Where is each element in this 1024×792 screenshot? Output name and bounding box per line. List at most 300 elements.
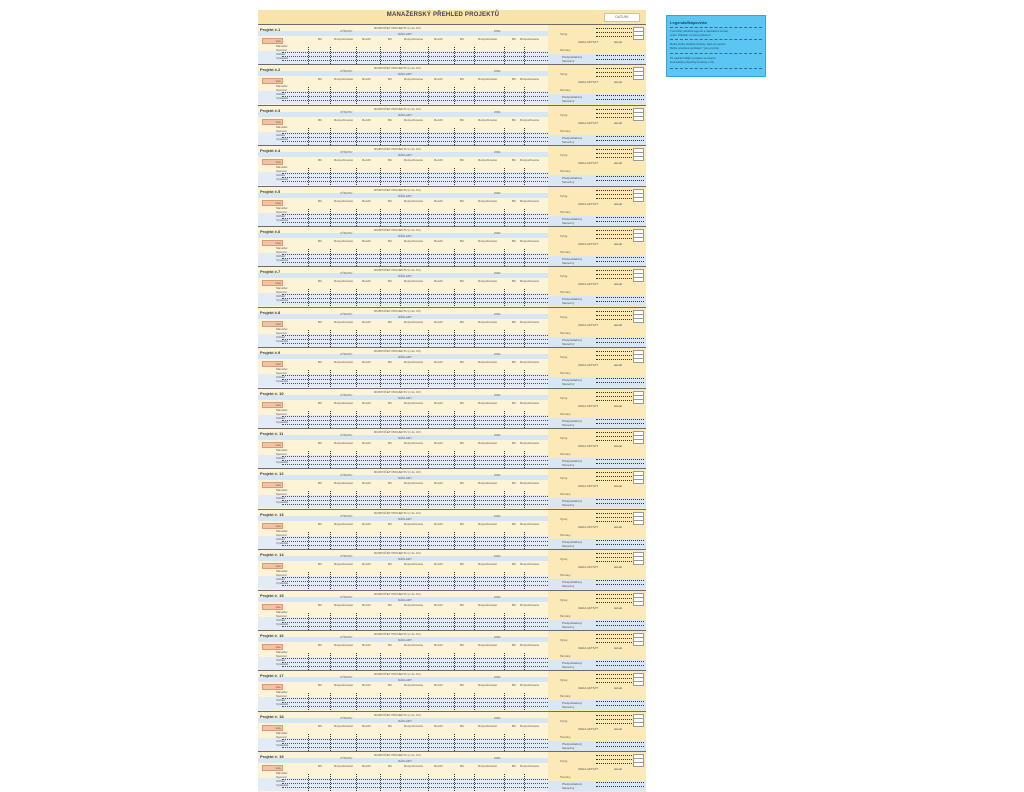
project-name: Projekt č.1 (260, 27, 281, 32)
profit-label: ZISK (494, 594, 501, 599)
status-chip[interactable]: stav (262, 442, 283, 448)
status-line (596, 746, 644, 747)
status-chip[interactable]: stav (262, 604, 283, 610)
col-budgeted: Rozpočtováno (520, 279, 540, 284)
column-separator (524, 613, 525, 630)
status-input[interactable] (633, 601, 644, 606)
project-block (258, 307, 646, 348)
status-line (596, 136, 644, 137)
status-input[interactable] (633, 318, 644, 323)
col-bc: BC (388, 643, 393, 647)
budget-label: ROZPOČET PROJEKTU (v tis. Kč) (374, 510, 421, 515)
column-separator (380, 653, 381, 670)
column-separator (308, 168, 309, 185)
status-input[interactable] (633, 116, 644, 121)
status-chip[interactable]: stav (262, 765, 283, 771)
column-separator (524, 572, 525, 589)
project-block (258, 428, 646, 469)
budget-label: ROZPOČET PROJEKTU (v tis. Kč) (374, 66, 421, 71)
column-separator (308, 491, 309, 508)
status-line (596, 661, 644, 662)
column-separator (428, 491, 429, 508)
col-budgeted: Rozpočtováno (404, 562, 424, 567)
column-separator (308, 693, 309, 710)
column-separator (524, 249, 525, 266)
status-line (596, 95, 644, 96)
col-budgeted: Rozpočtováno (520, 643, 540, 647)
planned-label: Předpokládaný (562, 257, 583, 261)
col-budgeted: Rozpočtováno (520, 319, 540, 324)
column-separator (474, 411, 475, 428)
status-line (596, 261, 644, 262)
column-separator (308, 209, 309, 226)
row-result: Výsledek (276, 177, 289, 182)
col-bc: BC (388, 117, 393, 122)
col-bc: BC (318, 239, 323, 243)
row-estimate: Odhad (276, 52, 286, 56)
revenue-label: VÝNOSY (340, 311, 353, 316)
status-input[interactable] (633, 681, 644, 686)
status-input[interactable] (633, 439, 644, 444)
status-input[interactable] (633, 479, 644, 484)
grid-line (282, 222, 548, 223)
status-line (596, 419, 644, 420)
budget-label: ROZPOČET PROJEKTU (v tis. Kč) (374, 26, 421, 30)
column-separator (400, 411, 401, 428)
col-diff: Rozdíl (434, 521, 443, 526)
status-line (596, 176, 644, 177)
col-bc: BC (388, 37, 393, 41)
costs-label: NÁKLADY (398, 436, 413, 440)
column-separator (474, 693, 475, 710)
column-separator (454, 411, 455, 428)
column-separator (428, 693, 429, 710)
row-manager: Manažer (276, 407, 288, 412)
grid-line (282, 294, 548, 295)
project-block (258, 226, 646, 267)
column-separator (524, 411, 525, 428)
column-separator (356, 572, 357, 589)
column-separator (330, 87, 331, 104)
legend-divider (670, 39, 762, 40)
dates-label: Termíny (560, 734, 571, 739)
current-label: aktuál (614, 363, 623, 368)
column-separator (330, 47, 331, 64)
row-estimate: Odhad (276, 375, 286, 380)
status-chip[interactable]: stav (262, 402, 283, 408)
column-separator (428, 47, 429, 64)
col-bc: BC (388, 319, 393, 324)
col-diff: Rozdíl (362, 158, 371, 163)
column-separator (380, 532, 381, 549)
activity-cost-label: CENA AKTIVIT (578, 686, 599, 691)
column-separator (524, 47, 525, 64)
profit-label: ZISK (494, 392, 501, 397)
dates-label: Termíny (560, 452, 571, 456)
col-bc: BC (512, 198, 517, 203)
row-result: Výsledek (276, 96, 289, 101)
dates-label: Termíny (560, 209, 571, 214)
planned-label: Předpokládaný (562, 580, 583, 585)
col-budgeted: Rozpočtováno (334, 117, 354, 122)
col-budgeted: Rozpočtováno (478, 441, 498, 445)
column-separator (454, 613, 455, 630)
column-separator (454, 653, 455, 670)
col-bc: BC (460, 198, 465, 203)
status-chip[interactable]: stav (262, 361, 283, 367)
column-separator (524, 370, 525, 387)
column-separator (504, 734, 505, 751)
column-separator (308, 532, 309, 549)
grid-line (282, 52, 548, 53)
column-separator (428, 613, 429, 630)
col-budgeted: Rozpočtováno (404, 481, 424, 486)
planned-label: Předpokládaný (562, 741, 583, 746)
status-input[interactable] (633, 197, 644, 202)
column-separator (428, 774, 429, 791)
project-block (258, 388, 646, 429)
profit-label: ZISK (494, 715, 501, 720)
status-input[interactable] (633, 277, 644, 282)
column-separator (308, 249, 309, 266)
project-name: Projekt č.5 (260, 188, 281, 194)
grid-line (282, 56, 548, 57)
status-chip[interactable]: stav (262, 200, 283, 206)
costs-label: NÁKLADY (398, 355, 413, 360)
col-budgeted: Rozpočtováno (334, 521, 354, 526)
column-separator (380, 168, 381, 185)
column-separator (400, 47, 401, 64)
status-chip[interactable]: stav (262, 280, 283, 286)
profit-label: ZISK (494, 675, 501, 680)
grid-line (282, 500, 548, 501)
project-name: Projekt č. 19 (260, 754, 284, 760)
column-separator (308, 572, 309, 589)
status-chip[interactable]: stav (262, 159, 283, 165)
budget-label: ROZPOČET PROJEKTU (v tis. Kč) (374, 187, 421, 192)
col-diff: Rozdíl (434, 602, 443, 607)
column-separator (380, 411, 381, 428)
col-bc: BC (512, 117, 517, 122)
row-result: Výsledek (276, 460, 289, 464)
trend-label: Vývoj (560, 759, 568, 764)
row-estimate: Odhad (276, 173, 286, 178)
column-separator (356, 451, 357, 468)
spreadsheet (258, 10, 646, 791)
column-separator (474, 209, 475, 226)
column-separator (428, 289, 429, 306)
status-input[interactable] (633, 641, 644, 646)
grid-line (282, 100, 548, 101)
col-budgeted: Rozpočtováno (334, 602, 354, 607)
col-budgeted: Rozpočtováno (334, 198, 354, 203)
column-separator (524, 491, 525, 508)
col-budgeted: Rozpočtováno (520, 400, 540, 405)
status-chip[interactable]: stav (262, 563, 283, 569)
col-bc: BC (512, 683, 517, 688)
row-sponsor: Sponzor (276, 371, 288, 376)
revenue-label: VÝNOSY (340, 715, 353, 720)
trend-label: Vývoj (560, 678, 568, 683)
column-separator (454, 572, 455, 589)
row-manager: Manažer (276, 165, 288, 170)
grid-line (282, 577, 548, 578)
status-chip[interactable]: stav (262, 644, 283, 650)
status-chip[interactable]: stav (262, 684, 283, 690)
status-input[interactable] (633, 722, 644, 727)
col-diff: Rozdíl (434, 117, 443, 122)
column-separator (504, 411, 505, 428)
column-separator (454, 774, 455, 791)
profit-label: ZISK (494, 109, 501, 114)
revenue-label: VÝNOSY (340, 433, 353, 437)
trend-label: Vývoj (560, 395, 568, 400)
trend-label: Vývoj (560, 597, 568, 602)
col-bc: BC (388, 198, 393, 203)
grid-line (282, 254, 548, 255)
column-separator (428, 572, 429, 589)
row-sponsor: Sponzor (276, 734, 288, 739)
row-sponsor: Sponzor (276, 532, 288, 537)
costs-label: NÁKLADY (398, 72, 413, 77)
project-block (258, 266, 646, 307)
grid-line (282, 141, 548, 142)
column-separator (330, 734, 331, 751)
column-separator (504, 532, 505, 549)
col-bc: BC (460, 562, 465, 567)
project-block (258, 751, 646, 792)
activity-cost-label: CENA AKTIVIT (578, 161, 599, 166)
column-separator (400, 572, 401, 589)
column-separator (356, 653, 357, 670)
project-name: Projekt č. 10 (260, 390, 284, 396)
column-separator (454, 128, 455, 145)
status-line (596, 217, 644, 218)
column-separator (400, 491, 401, 508)
status-line (596, 665, 644, 666)
status-line (596, 140, 644, 141)
dates-label: Termíny (560, 411, 571, 416)
column-separator (308, 128, 309, 145)
trend-label: Vývoj (560, 112, 568, 117)
revenue-label: VÝNOSY (340, 392, 353, 397)
current-label: aktuál (614, 40, 623, 44)
costs-label: NÁKLADY (398, 193, 413, 198)
status-input[interactable] (633, 762, 644, 767)
col-bc: BC (512, 400, 517, 405)
project-name: Projekt č. 17 (260, 673, 284, 679)
col-bc: BC (512, 602, 517, 607)
column-separator (504, 209, 505, 226)
column-separator (356, 209, 357, 226)
col-budgeted: Rozpočtováno (334, 481, 354, 486)
status-chip[interactable]: stav (262, 523, 283, 529)
status-input[interactable] (633, 399, 644, 404)
profit-label: ZISK (494, 231, 501, 235)
grid-line (282, 585, 548, 586)
grid-line (282, 460, 548, 461)
row-sponsor: Sponzor (276, 775, 288, 780)
row-estimate: Odhad (276, 658, 286, 662)
col-budgeted: Rozpočtováno (478, 400, 498, 405)
column-separator (400, 168, 401, 185)
col-bc: BC (512, 319, 517, 324)
project-block (258, 24, 646, 65)
column-separator (356, 734, 357, 751)
date-field[interactable]: DATUM: (604, 13, 640, 22)
actual-label: Skutečný (562, 463, 575, 467)
col-diff: Rozdíl (434, 77, 443, 82)
grid-line (282, 339, 548, 340)
column-separator (330, 613, 331, 630)
col-budgeted: Rozpočtováno (478, 683, 498, 688)
status-line (596, 705, 644, 706)
col-diff: Rozdíl (362, 279, 371, 284)
col-budgeted: Rozpočtováno (478, 562, 498, 567)
row-estimate: Odhad (276, 536, 286, 541)
activity-cost-label: CENA AKTIVIT (578, 201, 599, 206)
col-bc: BC (318, 481, 323, 486)
revenue-label: VÝNOSY (340, 69, 353, 74)
column-separator (380, 128, 381, 145)
column-separator (330, 411, 331, 428)
column-separator (428, 330, 429, 347)
status-input[interactable] (633, 156, 644, 161)
planned-label: Předpokládaný (562, 782, 583, 787)
column-separator (356, 693, 357, 710)
column-separator (356, 370, 357, 387)
col-bc: BC (388, 400, 393, 405)
current-label: aktuál (614, 161, 623, 166)
status-chip[interactable]: stav (262, 240, 283, 246)
col-budgeted: Rozpočtováno (334, 360, 354, 365)
column-separator (400, 128, 401, 145)
column-separator (308, 87, 309, 104)
col-budgeted: Rozpočtováno (334, 37, 354, 41)
col-bc: BC (318, 683, 323, 688)
status-chip[interactable]: stav (262, 38, 283, 44)
budget-label: ROZPOČET PROJEKTU (v tis. Kč) (374, 268, 421, 273)
grid-line (282, 706, 548, 707)
trend-label: Vývoj (560, 72, 568, 77)
costs-label: NÁKLADY (398, 234, 413, 238)
col-diff: Rozdíl (362, 764, 371, 769)
project-block (258, 186, 646, 227)
status-line (596, 180, 644, 181)
col-bc: BC (460, 37, 465, 41)
status-chip[interactable]: stav (262, 321, 283, 327)
row-sponsor: Sponzor (276, 411, 288, 416)
row-result: Výsledek (276, 338, 289, 343)
status-input[interactable] (633, 358, 644, 363)
col-bc: BC (388, 158, 393, 163)
project-block (258, 105, 646, 146)
project-block (258, 468, 646, 509)
column-separator (524, 128, 525, 145)
activity-cost-label: CENA AKTIVIT (578, 484, 599, 489)
grid-line (282, 496, 548, 497)
status-input[interactable] (633, 237, 644, 242)
col-diff: Rozdíl (362, 198, 371, 203)
current-label: aktuál (614, 646, 623, 650)
col-budgeted: Rozpočtováno (334, 683, 354, 688)
col-bc: BC (460, 602, 465, 607)
row-sponsor: Sponzor (276, 654, 288, 658)
trend-label: Vývoj (560, 516, 568, 521)
dates-label: Termíny (560, 532, 571, 537)
col-bc: BC (460, 279, 465, 284)
column-separator (474, 532, 475, 549)
col-diff: Rozdíl (434, 683, 443, 688)
revenue-label: VÝNOSY (340, 190, 353, 195)
col-budgeted: Rozpočtováno (404, 643, 424, 647)
actual-label: Skutečný (562, 301, 575, 306)
status-input[interactable] (633, 520, 644, 525)
column-separator (380, 734, 381, 751)
revenue-label: VÝNOSY (340, 675, 353, 680)
column-separator (308, 47, 309, 64)
column-separator (474, 572, 475, 589)
activity-cost-label: CENA AKTIVIT (578, 444, 599, 448)
col-bc: BC (512, 360, 517, 365)
col-bc: BC (318, 562, 323, 567)
status-input[interactable] (633, 560, 644, 565)
status-chip[interactable]: stav (262, 119, 283, 125)
project-block (258, 711, 646, 752)
column-separator (400, 87, 401, 104)
status-line (596, 742, 644, 743)
col-bc: BC (512, 643, 517, 647)
actual-label: Skutečný (562, 341, 575, 346)
activity-cost-label: CENA AKTIVIT (578, 40, 599, 44)
column-separator (474, 330, 475, 347)
revenue-label: VÝNOSY (340, 635, 353, 639)
dates-label: Termíny (560, 169, 571, 174)
column-separator (380, 572, 381, 589)
col-diff: Rozdíl (362, 723, 371, 728)
grid-line (282, 545, 548, 546)
row-estimate: Odhad (276, 254, 286, 258)
status-input[interactable] (633, 35, 644, 40)
col-budgeted: Rozpočtováno (478, 764, 498, 769)
status-input[interactable] (633, 75, 644, 80)
grid-line (282, 298, 548, 299)
project-name: Projekt č. 18 (260, 713, 284, 719)
trend-label: Vývoj (560, 718, 568, 723)
col-budgeted: Rozpočtováno (520, 602, 540, 607)
col-bc: BC (388, 239, 393, 243)
col-budgeted: Rozpočtováno (404, 319, 424, 324)
col-bc: BC (388, 723, 393, 728)
column-separator (454, 734, 455, 751)
planned-label: Předpokládaný (562, 135, 583, 140)
project-name: Projekt č. 16 (260, 633, 284, 638)
status-chip[interactable]: stav (262, 482, 283, 488)
status-chip[interactable]: stav (262, 78, 283, 84)
status-line (596, 338, 644, 339)
col-budgeted: Rozpočtováno (334, 441, 354, 445)
column-separator (454, 532, 455, 549)
status-chip[interactable]: stav (262, 725, 283, 731)
col-budgeted: Rozpočtováno (478, 481, 498, 486)
column-separator (308, 734, 309, 751)
column-separator (356, 532, 357, 549)
status-line (596, 580, 644, 581)
status-line (596, 342, 644, 343)
column-separator (356, 774, 357, 791)
column-separator (454, 370, 455, 387)
project-name: Projekt č. 11 (260, 431, 284, 436)
